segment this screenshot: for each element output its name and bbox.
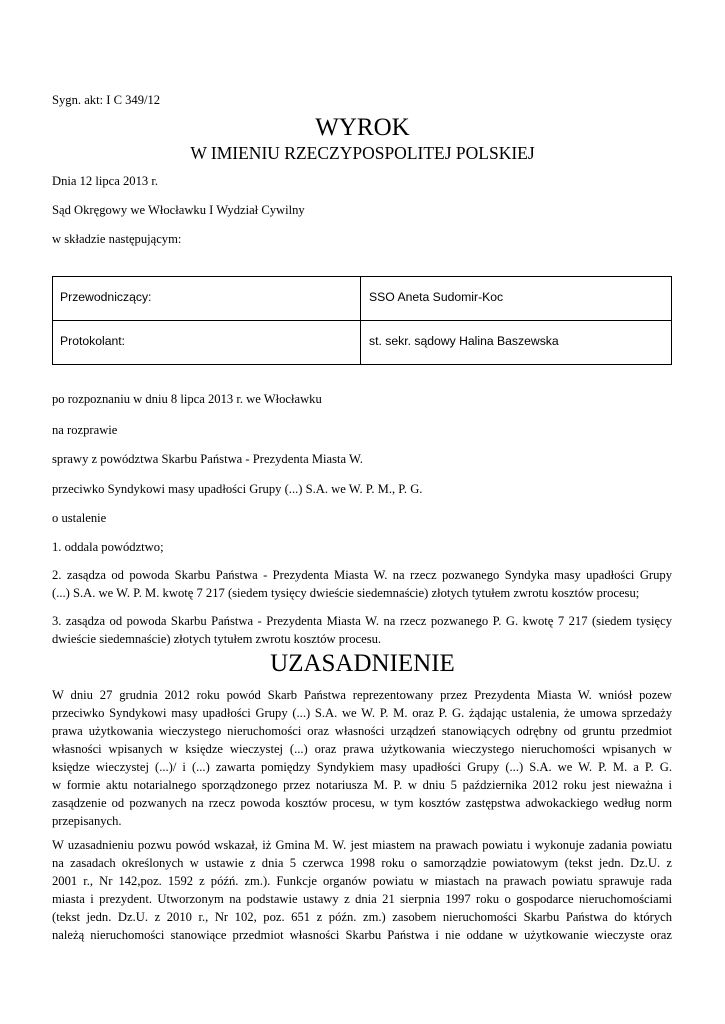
ruling-line: (...) S.A. we W. P. M. kwotę 7 217 (siedem tysięcy dwieście siedemnaście) złotych tytułem zwrotu kosztów procesu; — [52, 586, 640, 600]
reasons-line: W dniu 27 grudnia 2012 roku powód Skarb Państwa reprezentowany przez Prezydenta Miasta W. wniósł pozew — [52, 688, 672, 702]
ruling-item-1 — [52, 538, 672, 556]
document-title: WYROK — [315, 114, 410, 141]
case-subject: o ustalenie — [52, 511, 107, 525]
reasons-line: prawa użytkowania wieczystego nieruchomości oraz własności urządzeń stanowiących odrębny od gruntu przedmiot — [52, 724, 672, 738]
composition-role: Protokolant: — [53, 321, 361, 364]
composition-row — [53, 320, 671, 364]
composition-intro: w składzie następującym: — [52, 232, 182, 246]
reasons-line: księdze wieczystej (...)/ i (...) zawarta pomiędzy Syndykiem masy upadłości Grupy (...) S.A. we W. P. M. a P. G. — [52, 760, 672, 774]
reasons-line: 2001 r., Nr 142,poz. 1592 z późń. zm.). Funkcje organów powiatu w miastach na prawach powiatu sprawuje rada — [52, 874, 672, 888]
reasons-line: miasta i prezydent. Utworzonym na podstawie ustawy z dnia 21 sierpnia 1997 roku o gospodarce nieruchomościami — [52, 892, 672, 906]
reasons-line: należą nieruchomości stanowiące przedmiot własności Skarbu Państwa i nie oddane w użytkowanie wieczyste oraz — [52, 928, 672, 942]
judgment-date: Dnia 12 lipca 2013 r. — [52, 174, 158, 188]
reasons-line: zasądzenie od pozwanych na rzecz powoda kosztów procesu, w tym kosztów zastępstwa adwokackiego według norm — [52, 796, 672, 810]
reasons-heading: UZASADNIENIE — [270, 650, 455, 677]
composition-row — [53, 277, 671, 320]
ruling-line: dwieście siedemnaście) złotych tytułem zwrotu kosztów procesu. — [52, 632, 382, 646]
reasons-paragraph-1 — [52, 686, 672, 830]
claim-description: sprawy z powództwa Skarbu Państwa - Prezydenta Miasta W. — [52, 452, 363, 466]
hearing-info: po rozpoznaniu w dniu 8 lipca 2013 r. we Włocławku — [52, 392, 322, 406]
ruling-line: 1. oddala powództwo; — [52, 540, 164, 554]
court-name: Sąd Okręgowy we Włocławku I Wydział Cywilny — [52, 203, 305, 217]
reasons-line: w formie aktu notarialnego sporządzonego przez notariusza M. P. w dniu 5 października 2012 roku jest nieważna i — [52, 778, 672, 792]
reasons-line: (tekst jedn. Dz.U. z 2010 r., Nr 102, poz. 651 z późn. zm.) zasobem nieruchomości Skarbu Państwa do których — [52, 910, 672, 924]
composition-member: SSO Aneta Sudomir-Koc — [369, 290, 504, 304]
ruling-line: 2. zasądza od powoda Skarbu Państwa - Prezydenta Miasta W. na rzecz pozwanego Syndyka masy upadłości Grupy — [52, 568, 672, 582]
court-composition-table — [52, 276, 672, 365]
reasons-line: przepisanych. — [52, 814, 122, 828]
reasons-line: na zasadach określonych w ustawie z dnia 5 czerwca 1998 roku o samorządzie powiatowym (tekst jedn. Dz.U. z — [52, 856, 672, 870]
reasons-line: przeciwko Syndykowi masy upadłości Grupy (...) S.A. we W. P. M. oraz P. G. żądając ustalenia, że umowa sprzedaży — [52, 706, 672, 720]
session-type: na rozprawie — [52, 423, 118, 437]
reasons-line: W uzasadnieniu pozwu powód wskazał, iż Gmina M. W. jest miastem na prawach powiatu i wykonuje zadania powiatu — [52, 838, 672, 852]
ruling-item-2 — [52, 566, 672, 602]
document-subtitle: W IMIENIU RZECZYPOSPOLITEJ POLSKIEJ — [190, 143, 535, 163]
reasons-paragraph-2 — [52, 836, 672, 944]
composition-role: Przewodniczący: — [53, 277, 361, 320]
defendants: przeciwko Syndykowi masy upadłości Grupy (...) S.A. we W. P. M., P. G. — [52, 482, 423, 496]
composition-member: st. sekr. sądowy Halina Baszewska — [369, 334, 559, 348]
case-signature: Sygn. akt: I C 349/12 — [52, 93, 161, 107]
ruling-item-3 — [52, 612, 672, 648]
ruling-line: 3. zasądza od powoda Skarbu Państwa - Prezydenta Miasta W. na rzecz pozwanego P. G. kwotę 7 217 (siedem tysięcy — [52, 614, 672, 628]
reasons-line: własności wpisanych w księdze wieczystej (...) oraz prawa użytkowania wieczystego nieruchomości wpisanych w — [52, 742, 672, 756]
